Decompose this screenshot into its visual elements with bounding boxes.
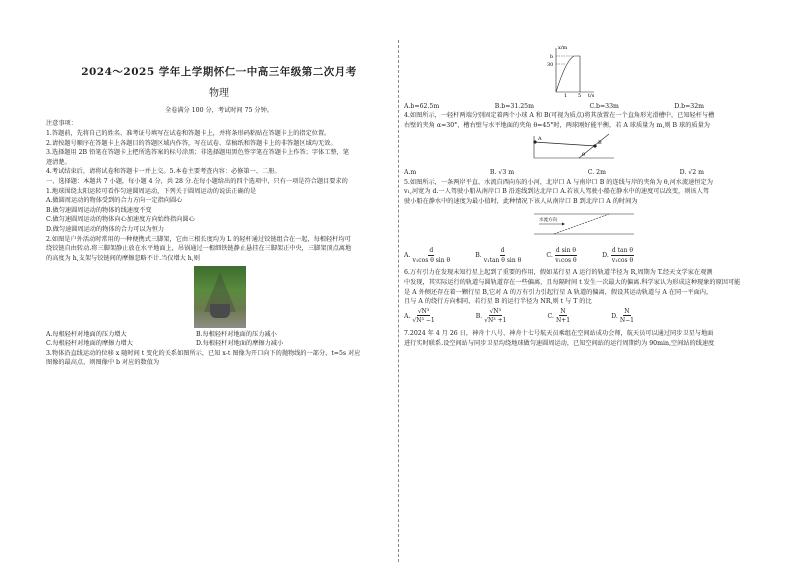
q2-option: D.每根轻杆对地面的摩擦力减小 <box>196 340 284 348</box>
q4-option: D. √2 m <box>679 169 704 177</box>
notes-title: 注意事项： <box>46 120 77 128</box>
q6-option-c: C. $\frac{N}{N+1}$ <box>547 307 571 325</box>
q6-stem: 6.万有引力在发现未知行星上起到了重要的作用，假如某行星 A 运行的轨道半径为 R,周期为 T.经天文学家在观测 <box>404 269 713 277</box>
q6-stem: 是 A 外侧还存在着一颗行星 B,它对 A 的万有引力引起行星 A 轨道的偏离，假设其运动轨道与 A 在同一平面内， <box>404 288 713 296</box>
q3-stem: 图像的最高点，则图像中 b 对应的数值为 <box>46 359 160 367</box>
q1-option: A.做圆周运动的物体受到的合力方向一定指向圆心 <box>46 197 183 205</box>
q2-stem: 2.如图是户外活动时常用的一种便携式三脚架，它由三根长度均为 L 的轻杆通过铰链组合在一起，每根轻杆均可 <box>46 235 351 243</box>
label-a: A <box>538 136 542 143</box>
q5-option-d: D. $\frac{\text{d tan θ}}{\text{v₁cos θ}}$ <box>602 247 634 264</box>
graph-30-label: 30 <box>547 62 554 68</box>
tripod-photo <box>194 266 246 328</box>
q1-stem: 1.地球围绕太阳运转可看作匀速圆周运动，下列关于圆周运动的说法正确的是 <box>46 187 257 195</box>
q3-xt-graph <box>404 40 750 98</box>
section-heading: 一、选择题：本题共 7 小题，每小题 4 分，共 28 分.在每小题给出的四个选项中，只有一项是符合题目要求的 <box>46 178 348 186</box>
score-info: 全卷满分 100 分，考试时间 75 分钟。 <box>165 106 273 114</box>
label-theta: θ <box>582 152 586 159</box>
graph-b-label: b <box>550 54 554 60</box>
q6-option-d: D. $\frac{N}{N-1}$ <box>611 307 634 325</box>
q3-option: A.b=62.5m <box>404 102 440 110</box>
q2-option: C.每根轻杆对地面的摩擦力增大 <box>46 340 133 348</box>
q6-stem: 且与 A 的绕行方向相同，若行星 B 的运行半径为 NR,则 t 与 T 的比 <box>404 298 592 306</box>
q5-option-a: A. $\frac{d}{\text{v₁cos θ sin θ}}$ <box>404 247 451 264</box>
q2-stem: 的高度为 h,支架与铰链间的摩擦忽略不计.当仅增大 h,则 <box>46 254 200 262</box>
q4-stem: 4.如图所示，一轻杆两端分别固定着两个小球 A 和 B(可视为质点)将其放置在一个直角形光滑槽中，已知轻杆与槽 <box>404 112 715 120</box>
graph-t1-label: 1 <box>564 93 568 98</box>
q2-option: A.每根轻杆对地面的压力增大 <box>46 330 127 338</box>
river-flow-label: 水流方向 <box>539 218 557 224</box>
q4-option: C. 2m <box>587 169 606 177</box>
q6-option-b: B. $\frac{\text{√N³}}{\text{√N³ +1}}$ <box>475 307 507 325</box>
note-line: 3.选择题用 2B 铅笔在答题卡上把所选答案的标号涂黑；非选择题用黑色签字笔在答题卡上作答；字体工整，笔 <box>46 149 349 157</box>
q5-stem: v₁,河宽为 d.一人驾驶小船从南岸口 B 沿连线到达北岸口 A.若该人驾驶小船在静水中的速度可以改变，则该人驾 <box>404 188 709 196</box>
note-line: 1.答题前，先将自己的姓名、准考证号填写在试卷和答题卡上，并将条形码粘贴在答题卡上的指定位置。 <box>46 129 331 137</box>
q2-stem: 绕铰链自由转动.将三脚架静止放在水平地面上，吊锅通过一根细铁链静止悬挂在三脚架正中央，三脚架顶点离地 <box>46 245 352 253</box>
q4-options-row <box>404 168 704 178</box>
q2-options-row <box>46 330 392 340</box>
left-column <box>46 40 392 368</box>
graph-t5-label: 5 <box>578 93 582 98</box>
q5-stem: 5.如图所示，一条两岸平直、水流自西向东的小河，北岸口 A 与南岸口 B 的连线与岸的夹角为 θ,河水流速恒定为 <box>404 178 713 186</box>
note-line: 4.考试结束后，请将试卷和答题卡一并上交。5.本卷主要考查内容：必修第一、二册。 <box>46 168 281 176</box>
note-line: 2.请按题号顺序在答题卡上各题目的答题区域内作答，写在试卷、草稿纸和答题卡上的非答题区域均无效。 <box>46 139 337 147</box>
column-divider <box>398 40 399 562</box>
q1-option: D.做匀速圆周运动的物体的合力可以为恒力 <box>46 226 165 234</box>
label-b: B <box>598 140 602 147</box>
q5-options-row <box>404 248 634 264</box>
q2-options-row <box>46 339 392 349</box>
right-column <box>404 40 750 348</box>
q3-options-row <box>404 102 704 112</box>
q5-option-b: B. $\frac{d}{\text{v₁tan θ sin θ}}$ <box>475 247 522 264</box>
q4-option: A.m <box>404 169 417 177</box>
q4-groove-figure <box>404 130 750 164</box>
q3-stem: 3.物体沿直线运动的位移 x 随时间 t 变化的关系如图所示，已知 x-t 图像为开口向下的抛物线的一部分，t=5s 对应 <box>46 349 361 357</box>
ball-a <box>533 141 536 144</box>
q5-river-figure <box>404 206 750 242</box>
q7-stem: 进行实时联系.设空间站与同步卫星均绕地球做匀速圆周运动，已知空间站的运行周期约为 90min,空间站的线速度 <box>404 339 715 347</box>
q6-options-row <box>404 309 634 325</box>
q1-option: B.做匀速圆周运动的物体的线速度不变 <box>46 206 152 214</box>
q5-stem: 驶小船在静水中的速度为最小值时，此种情况下该人从南岸口 B 到北岸口 A 的时间为 <box>404 197 638 205</box>
q5-option-c: C. $\frac{\text{d sin θ}}{\text{v₁cos θ}}$ <box>546 247 577 264</box>
q3-option: C.b=33m <box>589 102 619 110</box>
ball-b <box>593 145 596 148</box>
q1-option: C.做匀速圆周运动的物体向心加速度方向始终指向圆心 <box>46 216 195 224</box>
q3-option: B.b=31.25m <box>494 102 534 110</box>
q4-option: B. √3 m <box>489 169 515 177</box>
q3-option: D.b=32m <box>674 102 704 110</box>
pot-shape <box>210 304 230 318</box>
q4-stem: 右壁的夹角 α=30°，槽右壁与水平地面的夹角 θ=45°时，两球刚好能平衡，若 A 球质量为 m,则 B 球的质量为 <box>404 121 710 129</box>
q7-stem: 7.2024 年 4 月 26 日，神舟十八号、神舟十七号航天员乘组在空间站成功会师，航天员可以通过同步卫星与地面 <box>404 329 714 337</box>
q6-option-a: A. $\frac{\text{√N³}}{\text{√N³ −1}}$ <box>404 307 435 325</box>
exam-title: 2024～2025 学年上学期怀仁一中高三年级第二次月考 <box>81 66 357 78</box>
q2-option: B.每根轻杆对地面的压力减小 <box>196 330 277 338</box>
exam-subject: 物理 <box>209 88 229 100</box>
graph-xlabel: t/s <box>588 93 595 98</box>
note-line: 迹清楚。 <box>46 158 71 166</box>
graph-ylabel: x/m <box>558 45 568 51</box>
q6-stem: 中发现，其实际运行的轨道与圆轨道存在一些偏离，且每隔时间 t 发生一次最大的偏离.科学家认为形成这种现象的原因可能 <box>404 278 741 286</box>
